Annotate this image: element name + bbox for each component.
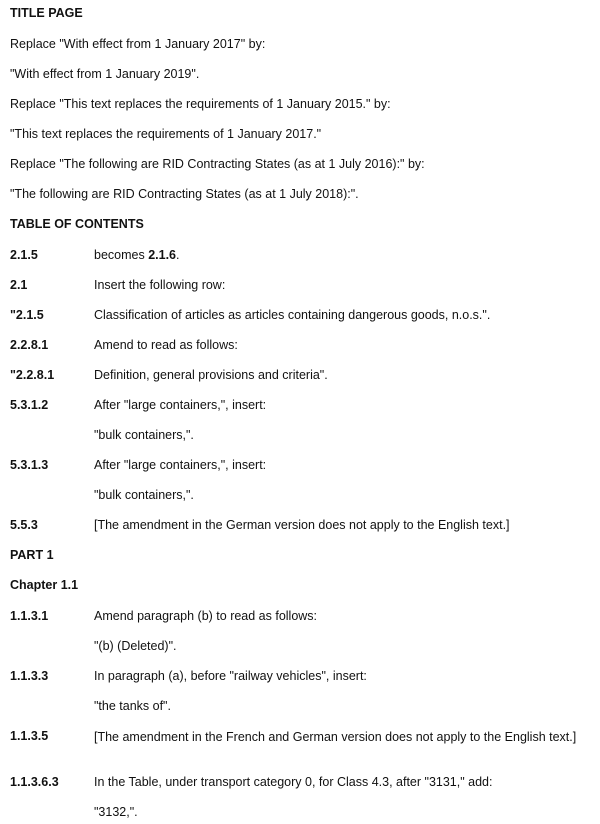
title-page-line: "With effect from 1 January 2019". xyxy=(10,67,200,81)
toc-text: Definition, general provisions and criteria". xyxy=(94,368,328,382)
toc-heading: TABLE OF CONTENTS xyxy=(10,217,144,231)
toc-text: Classification of articles as articles containing dangerous goods, n.o.s.". xyxy=(94,308,491,322)
title-page-line: "The following are RID Contracting States (as at 1 July 2018):". xyxy=(10,187,359,201)
toc-text: becomes 2.1.6. xyxy=(94,248,180,262)
title-page-line: Replace "The following are RID Contracting States (as at 1 July 2016):" by: xyxy=(10,157,425,171)
toc-text: "bulk containers,". xyxy=(94,428,194,442)
title-page-line: "This text replaces the requirements of 1 January 2017." xyxy=(10,127,322,141)
toc-text: Insert the following row: xyxy=(94,278,226,292)
toc-text: After "large containers,", insert: xyxy=(94,398,267,412)
amendment-text: "(b) (Deleted)". xyxy=(94,639,177,653)
chapter-heading: Chapter 1.1 xyxy=(10,578,79,592)
amendment-text: In the Table, under transport category 0, for Class 4.3, after "3131," add: xyxy=(94,775,493,789)
amendment-ref: 1.1.3.6.3 xyxy=(10,775,59,789)
toc-ref: 2.1 xyxy=(10,278,28,292)
toc-ref: 5.3.1.3 xyxy=(10,458,49,472)
amendment-text: In paragraph (a), before "railway vehicles", insert: xyxy=(94,669,367,683)
title-page-line: Replace "With effect from 1 January 2017" by: xyxy=(10,37,266,51)
toc-ref: 5.3.1.2 xyxy=(10,398,49,412)
toc-text: [The amendment in the German version does not apply to the English text.] xyxy=(94,518,510,532)
amendment-text: "3132,". xyxy=(94,805,138,819)
amendment-ref: 1.1.3.1 xyxy=(10,609,49,623)
amendment-text: "the tanks of". xyxy=(94,699,171,713)
toc-text: After "large containers,", insert: xyxy=(94,458,267,472)
amendment-text: [The amendment in the French and German version does not apply to the English text.] xyxy=(94,730,577,744)
amendment-ref: 1.1.3.5 xyxy=(10,729,49,743)
part-heading: PART 1 xyxy=(10,548,54,562)
title-page-line: Replace "This text replaces the requirements of 1 January 2015." by: xyxy=(10,97,391,111)
toc-ref: "2.1.5 xyxy=(10,308,44,322)
toc-ref: 2.2.8.1 xyxy=(10,338,49,352)
amendment-text: Amend paragraph (b) to read as follows: xyxy=(94,609,318,623)
title-page-heading: TITLE PAGE xyxy=(10,6,83,20)
toc-text: "bulk containers,". xyxy=(94,488,194,502)
amendment-ref: 1.1.3.3 xyxy=(10,669,49,683)
toc-ref: 5.5.3 xyxy=(10,518,38,532)
toc-text: Amend to read as follows: xyxy=(94,338,238,352)
toc-ref: "2.2.8.1 xyxy=(10,368,55,382)
toc-ref: 2.1.5 xyxy=(10,248,38,262)
